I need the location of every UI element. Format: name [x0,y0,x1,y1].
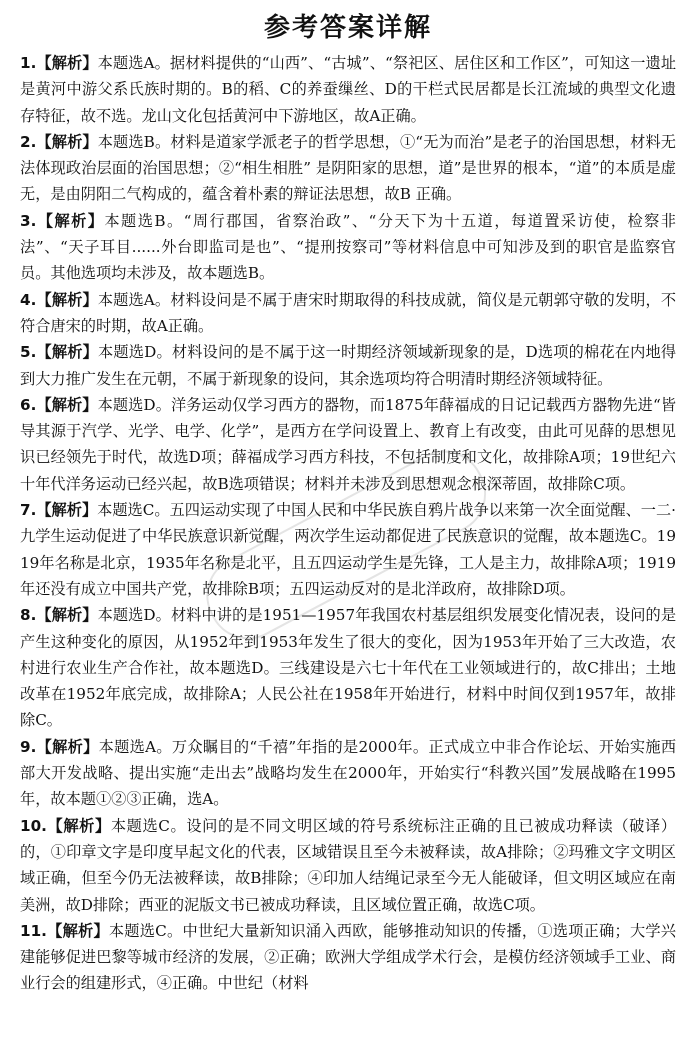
analysis-tag: 【解析】 [36,395,98,414]
entry-text: 本题选D。材料中讲的是1951—1957年我国农村基层组织发展变化情况表，设问的是产生这种变化的原因，从1952年到1953年发生了很大的变化，因为1953年开始了三大改造，农村进行农业生产合作社，故本题选D。三线建设是六七十年代在工业领域进行的，故C排出；土地改革在1952年底完成，故排除A；人民公社在1958年开始进行，材料中时间仅到1957年，故排除C。 [20,606,677,730]
answer-list [20,50,676,997]
entry-text: 本题选C。设问的是不同文明区域的符号系统标注正确的且已被成功释读（破译）的，①印章文字是印度早起文化的代表，区域错误且至今未被释读，故A排除；②玛雅文字文明区域正确，但至今仍无法被释读，故B排除；④印加人结绳记录至今无人能破译，但文明区域应在南美洲，故D排除；西亚的泥版文书已被成功释读，且区域位置正确，故选C项。 [20,816,677,914]
answer-entry-9 [20,734,676,813]
analysis-tag: 【解析】 [36,343,99,362]
answer-entry-8 [20,602,676,733]
answer-entry-1 [20,50,676,129]
entry-number: 8. [20,606,37,625]
analysis-tag: 【解析】 [46,816,111,835]
entry-number: 2. [20,132,37,151]
answer-entry-7 [20,497,676,602]
entry-number: 5. [20,343,37,362]
analysis-tag: 【解析】 [36,54,98,72]
analysis-tag: 【解析】 [36,132,98,151]
entry-text: 本题选B。“周行郡国，省察治政”、“分天下为十五道，每道置采访使，检察非法”、“天子耳目......外台即监司是也”、“提刑按察司”等材料信息中可知涉及到的职官是监察官员。其他选项均未涉及，故本题选B。 [20,211,676,283]
entry-text: 本题选D。洋务运动仅学习西方的器物，而1875年薛福成的日记记载西方器物先进“皆导其源于汽学、光学、电学、化学”，是西方在学问设置上、教育上有改变，由此可见薛的思想见识已经领先于时代，故选D项；薛福成学习西方科技，不包括制度和文化，故排除A项；19世纪六十年代洋务运动已经兴起，故B选项错误；材料并未涉及到思想观念根深蒂固，故排除C项。 [20,395,677,493]
analysis-tag: 【解析】 [46,921,109,940]
entry-number: 7. [20,501,37,520]
entry-text: 本题选B。材料是道家学派老子的哲学思想，①“无为而治”是老子的治国思想，材料无法体现政治层面的治国思想；②“相生相胜” 是阴阳家的思想，道”是世界的根本，“道”的本质是虚无，是由阴阳二气构成的，蕴含着朴素的辩证法思想，故B 正确。 [20,132,676,204]
analysis-tag: 【解析】 [36,737,99,756]
entry-number: 6. [20,395,37,414]
entry-number: 11. [20,921,47,940]
entry-number: 1. [20,54,37,72]
analysis-tag: 【解析】 [36,211,105,230]
entry-text: 本题选D。材料设问的是不属于这一时期经济领域新现象的是，D选项的棉花在内地得到大力推广发生在元朝，不属于新现象的设问，其余选项均符合明清时期经济领域特征。 [20,343,677,388]
answer-entry-10 [20,813,676,918]
entry-text: 本题选A。据材料提供的“山西”、“古城”、“祭祀区、居住区和工作区”，可知这一遗址是黄河中游父系氏族时期的。B的稻、C的养蚕缫丝、D的干栏式民居都是长江流域的典型文化遗存特征，故不选。龙山文化包括黄河中下游地区，故A正确。 [20,54,677,125]
entry-text: 本题选C。五四运动实现了中国人民和中华民族自鸦片战争以来第一次全面觉醒、一二·九学生运动促进了中华民族意识新觉醒，两次学生运动都促进了民族意识的觉醒，故本题选C。1919年名称是北京，1935年名称是北平，且五四运动学生是先锋，工人是主力，故排除A项；1919年还没有成立中国共产党，故排除B项；五四运动反对的是北洋政府，故排除D项。 [20,501,676,598]
entry-text: 本题选A。材料设问是不属于唐宋时期取得的科技成就，简仪是元朝郭守敬的发明，不符合唐宋的时期，故A正确。 [20,290,677,335]
answer-entry-5 [20,339,676,392]
answer-entry-11 [20,918,676,997]
entry-text: 本题选C。中世纪大量新知识涌入西欧，能够推动知识的传播，①选项正确；大学兴建能够促进巴黎等城市经济的发展，②正确；欧洲大学组成学术行会，是模仿经济领域手工业、商业行会的组建形式，④正确。中世纪（材料 [20,921,676,993]
analysis-tag: 【解析】 [36,290,98,309]
entry-number: 9. [20,737,37,756]
analysis-tag: 【解析】 [36,501,98,520]
answer-entry-4 [20,287,676,340]
answer-entry-6 [20,392,676,497]
analysis-tag: 【解析】 [36,606,98,625]
entry-number: 3. [20,211,37,230]
answer-entry-2 [20,129,676,208]
entry-number: 4. [20,290,37,309]
entry-number: 10. [20,816,47,835]
page-title: 参考答案详解 [263,13,432,43]
answer-entry-3 [20,208,676,287]
entry-text: 本题选A。万众瞩目的“千禧”年指的是2000年。正式成立中非合作论坛、开始实施西部大开发战略、提出实施“走出去”战略均发生在2000年，开始实行“科教兴国”发展战略在1995年，故本题①②③正确，选A。 [20,737,677,809]
